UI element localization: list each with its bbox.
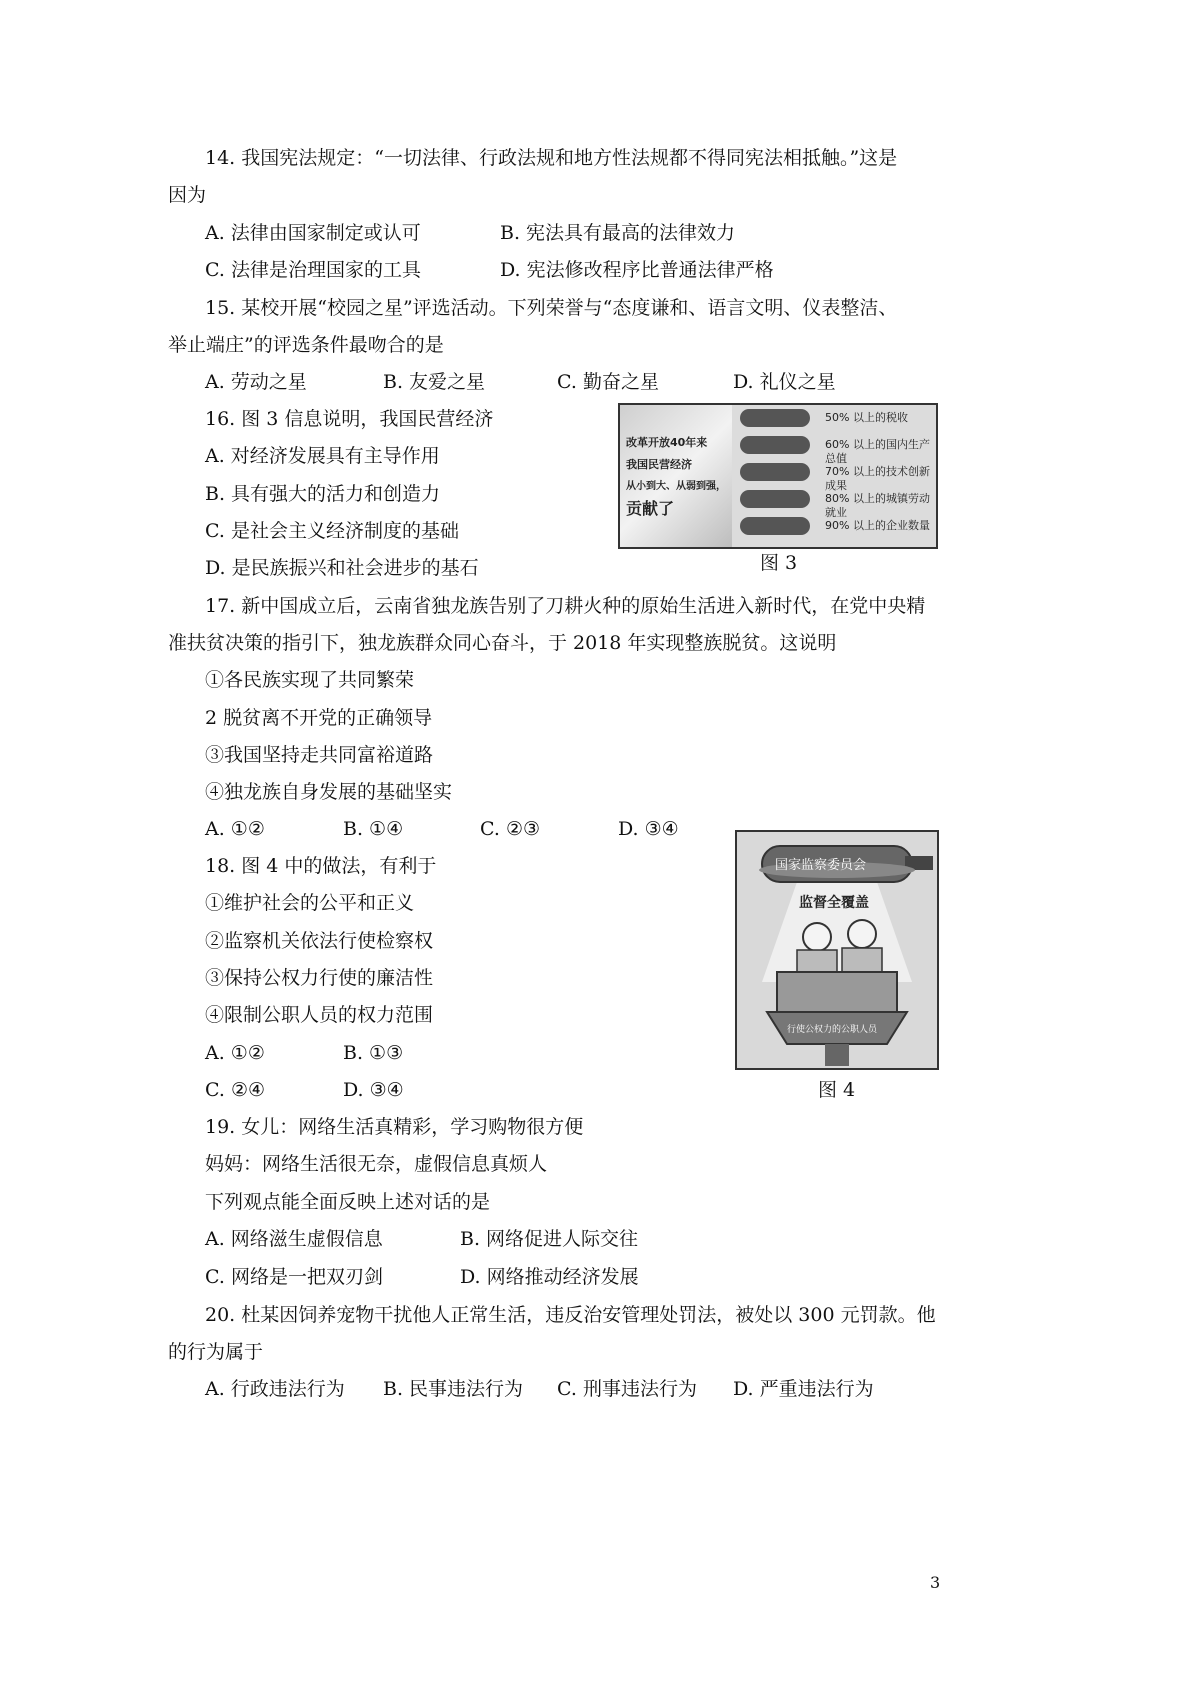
q17-option-d: D. ③④ <box>618 818 679 840</box>
q14-option-c: C. 法律是治理国家的工具 <box>205 259 421 281</box>
q17-statement-4: ④独龙族自身发展的基础坚实 <box>205 781 453 803</box>
q19-option-d: D. 网络推动经济发展 <box>460 1266 639 1288</box>
q20-stem-line1: 20. 杜某因饲养宠物干扰他人正常生活，违反治安管理处罚法，被处以 300 元罚款。他 <box>205 1304 936 1326</box>
figure-3-pill-2 <box>740 436 810 454</box>
q18-statement-1: ①维护社会的公平和正义 <box>205 892 415 914</box>
q17-option-c: C. ②③ <box>480 818 541 840</box>
q19-option-b: B. 网络促进人际交往 <box>460 1228 639 1250</box>
q17-stem-line2: 准扶贫决策的指引下，独龙族群众同心奋斗，于 2018 年实现整族脱贫。这说明 <box>168 632 837 654</box>
q18-statement-2: ②监察机关依法行使检察权 <box>205 930 434 952</box>
figure-3-pill-1 <box>740 409 810 427</box>
q20-option-d: D. 严重违法行为 <box>733 1378 874 1400</box>
q18-option-c: C. ②④ <box>205 1079 266 1101</box>
figure-4-base-label: 行使公权力的公职人员 <box>787 1025 878 1035</box>
figure-4-lens-label: 国家监察委员会 <box>775 858 867 873</box>
figure-3-pill-5 <box>740 517 810 535</box>
q17-statement-2: 2 脱贫离不开党的正确领导 <box>205 707 433 729</box>
q18-option-d: D. ③④ <box>343 1079 404 1101</box>
q19-line2: 妈妈：网络生活很无奈，虚假信息真烦人 <box>205 1153 548 1175</box>
q16-stem: 16. 图 3 信息说明，我国民营经济 <box>205 408 494 430</box>
q14-stem-line1: 14. 我国宪法规定：“一切法律、行政法规和地方性法规都不得同宪法相抵触。”这是 <box>205 147 898 169</box>
figure-3-stat-2: 60% 以上的国内生产总值 <box>825 438 930 465</box>
figure-3-left-panel <box>620 405 732 547</box>
q20-option-a: A. 行政违法行为 <box>205 1378 345 1400</box>
q16-option-b: B. 具有强大的活力和创造力 <box>205 483 441 505</box>
figure-3-stat-3: 70% 以上的技术创新成果 <box>825 465 930 492</box>
q18-statement-3: ③保持公权力行使的廉洁性 <box>205 967 434 989</box>
figure-3-left-line-2: 我国民营经济 <box>626 458 692 471</box>
q19-line1: 19. 女儿：网络生活真精彩，学习购物很方便 <box>205 1116 584 1138</box>
q17-statement-3: ③我国坚持走共同富裕道路 <box>205 744 434 766</box>
q20-option-c: C. 刑事违法行为 <box>557 1378 697 1400</box>
figure-3-left-bold: 贡献了 <box>626 499 675 518</box>
figure-4-caption: 图 4 <box>818 1079 856 1101</box>
figure-4 <box>735 830 939 1070</box>
q17-statement-1: ①各民族实现了共同繁荣 <box>205 669 415 691</box>
q18-stem: 18. 图 4 中的做法，有利于 <box>205 855 437 877</box>
figure-3-stat-1: 50% 以上的税收 <box>825 411 908 424</box>
q17-stem-line1: 17. 新中国成立后，云南省独龙族告别了刀耕火种的原始生活进入新时代，在党中央精 <box>205 595 926 617</box>
q16-option-a: A. 对经济发展具有主导作用 <box>205 445 440 467</box>
figure-3-caption: 图 3 <box>760 552 798 574</box>
q15-stem-line2: 举止端庄”的评选条件最吻合的是 <box>168 334 444 356</box>
q18-option-b: B. ①③ <box>343 1042 404 1064</box>
figure-3 <box>618 403 938 549</box>
figure-4-banner: 监督全覆盖 <box>799 895 869 911</box>
q15-option-d: D. 礼仪之星 <box>733 371 836 393</box>
figure-3-left-line-1: 改革开放40年来 <box>626 436 708 449</box>
q14-option-a: A. 法律由国家制定或认可 <box>205 222 421 244</box>
q16-option-c: C. 是社会主义经济制度的基础 <box>205 520 459 542</box>
q19-option-a: A. 网络滋生虚假信息 <box>205 1228 383 1250</box>
figure-3-stat-5: 90% 以上的企业数量 <box>825 519 930 532</box>
q20-stem-line2: 的行为属于 <box>168 1341 264 1363</box>
q15-stem-line1: 15. 某校开展“校园之星”评选活动。下列荣誉与“态度谦和、语言文明、仪表整洁、 <box>205 297 898 319</box>
q15-option-a: A. 劳动之星 <box>205 371 307 393</box>
figure-3-stat-4: 80% 以上的城镇劳动就业 <box>825 492 930 519</box>
q17-option-b: B. ①④ <box>343 818 404 840</box>
q14-option-d: D. 宪法修改程序比普通法律严格 <box>500 259 774 281</box>
q18-option-a: A. ①② <box>205 1042 265 1064</box>
q14-option-b: B. 宪法具有最高的法律效力 <box>500 222 736 244</box>
q17-option-a: A. ①② <box>205 818 265 840</box>
q19-line3: 下列观点能全面反映上述对话的是 <box>205 1191 491 1213</box>
q15-option-c: C. 勤奋之星 <box>557 371 659 393</box>
figure-3-left-line-3: 从小到大、从弱到强， <box>626 481 726 492</box>
q16-option-d: D. 是民族振兴和社会进步的基石 <box>205 557 479 579</box>
page-number: 3 <box>930 1573 941 1592</box>
q18-statement-4: ④限制公职人员的权力范围 <box>205 1004 434 1026</box>
q14-stem-line2: 因为 <box>168 184 207 206</box>
q15-option-b: B. 友爱之星 <box>383 371 486 393</box>
q20-option-b: B. 民事违法行为 <box>383 1378 524 1400</box>
figure-3-pill-3 <box>740 463 810 481</box>
q19-option-c: C. 网络是一把双刃剑 <box>205 1266 383 1288</box>
figure-3-pill-4 <box>740 490 810 508</box>
